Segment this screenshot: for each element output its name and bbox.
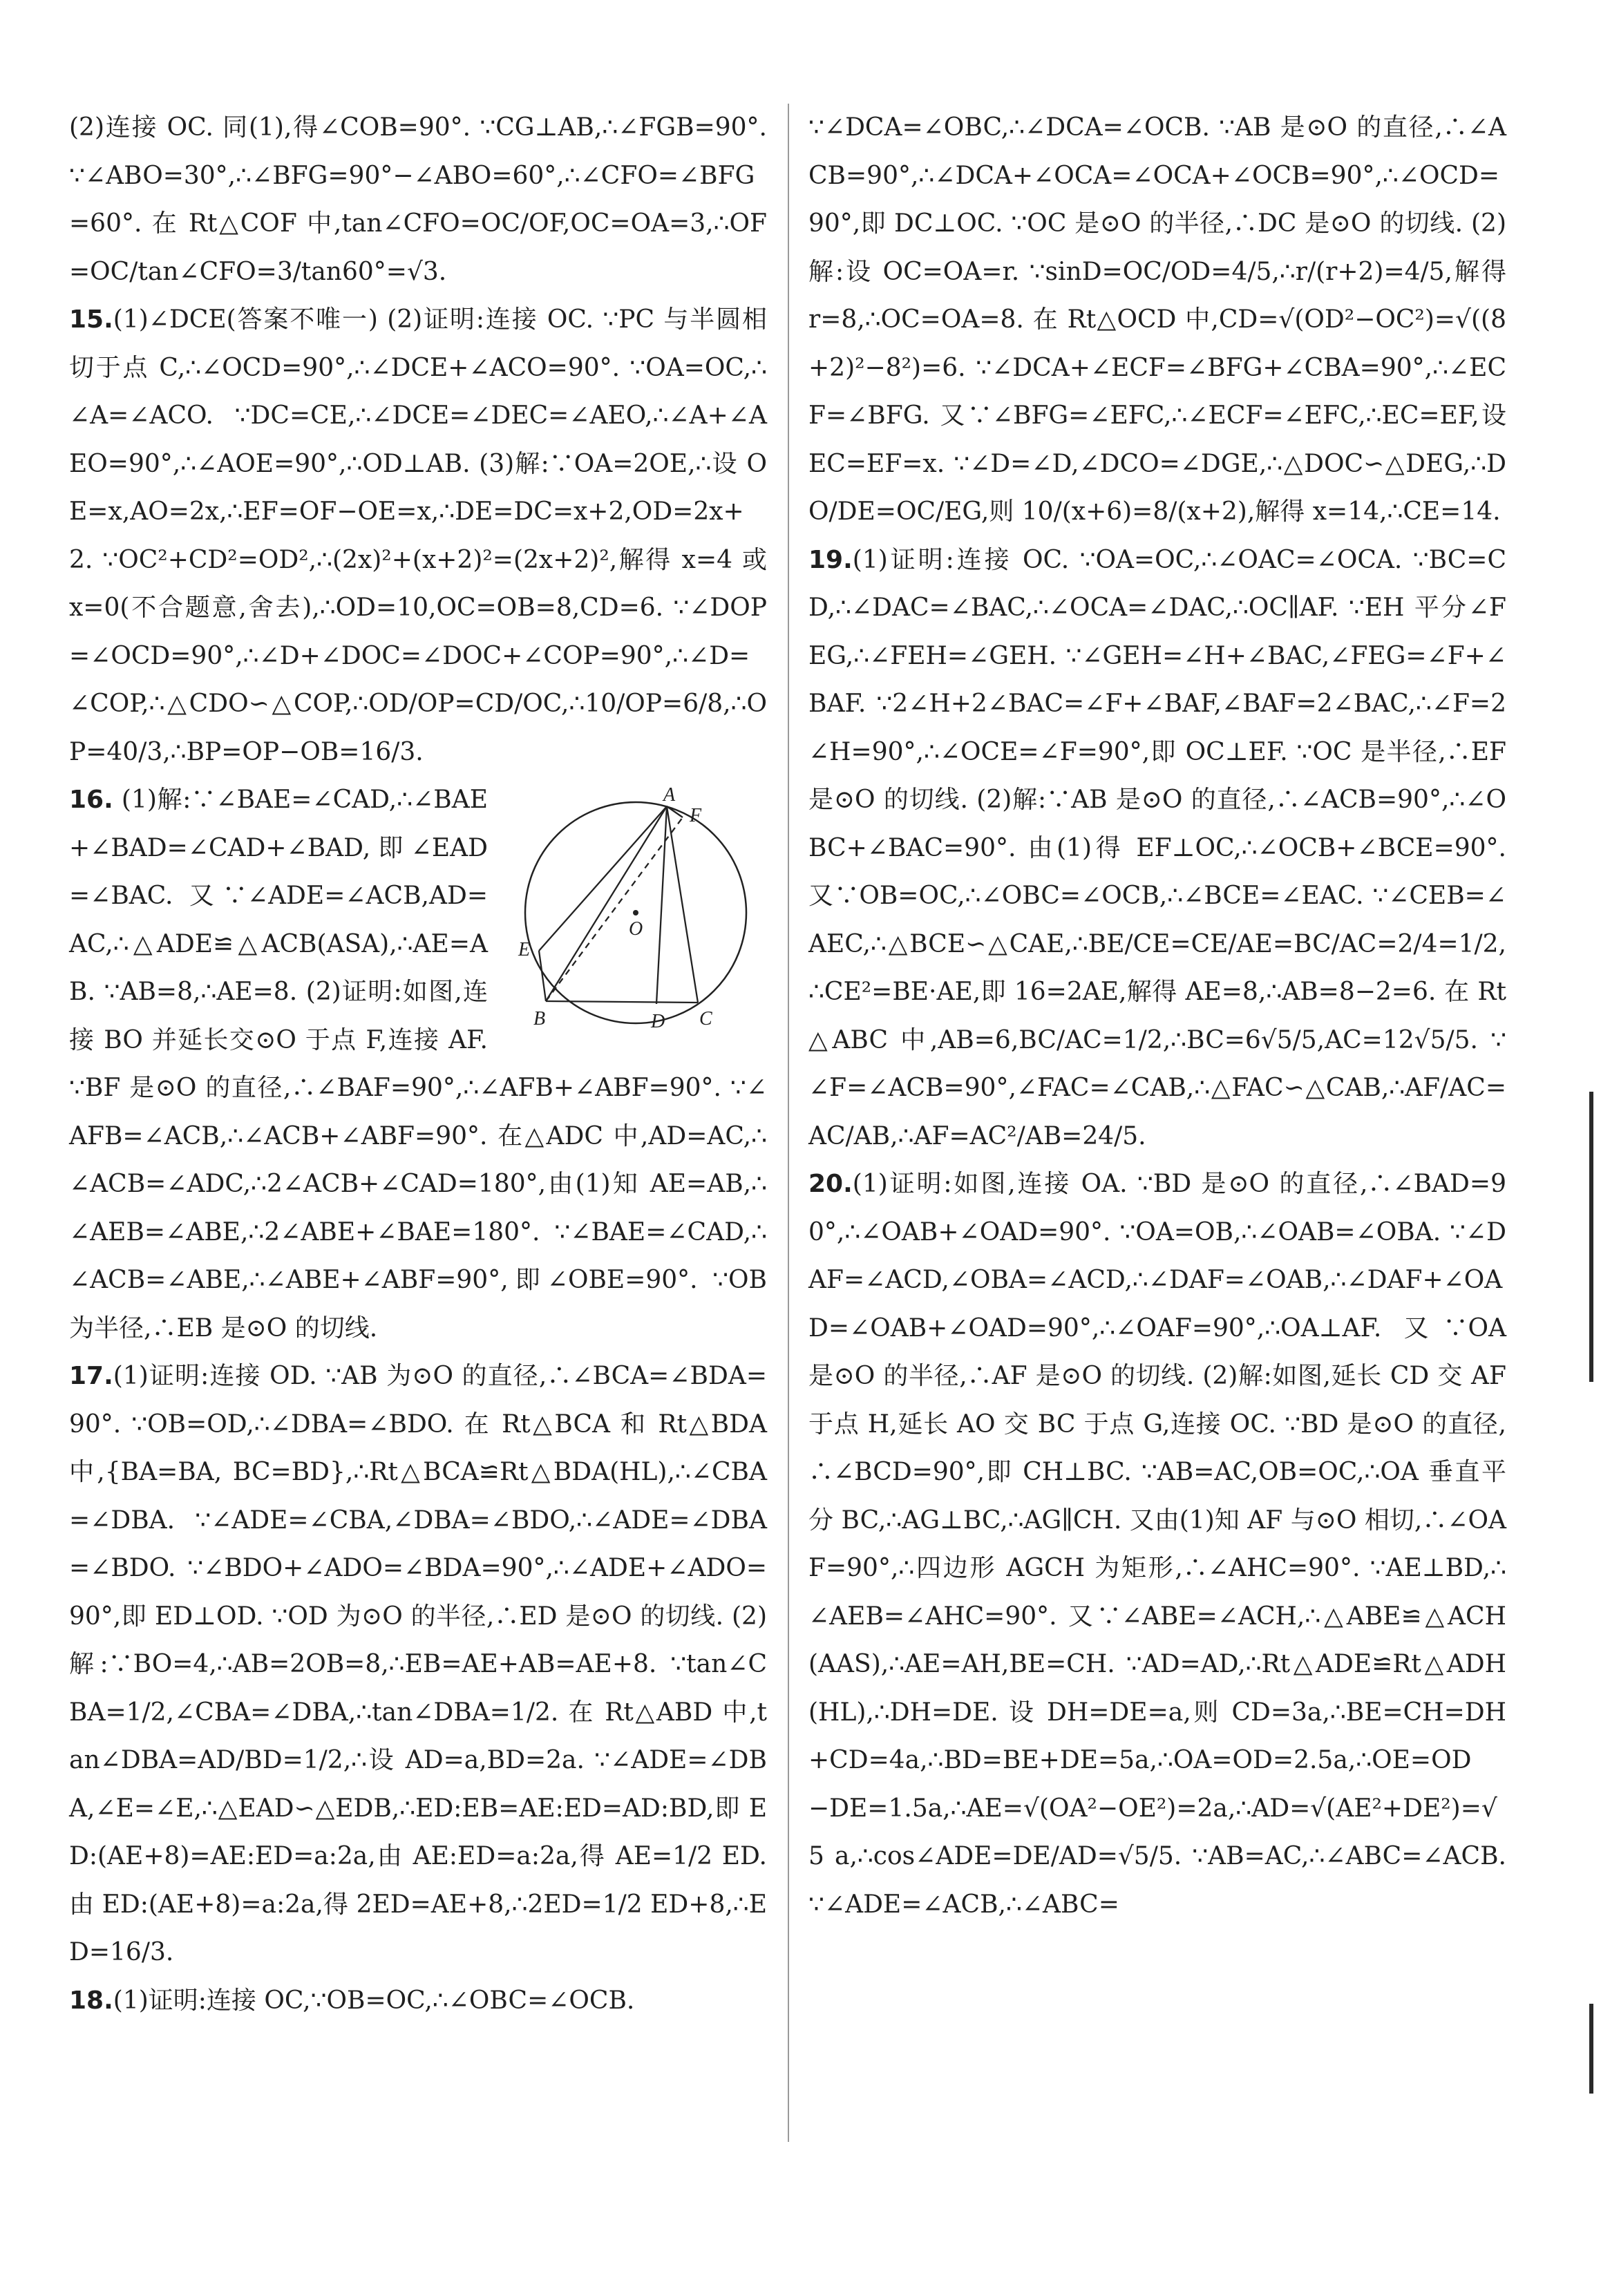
segment-ae <box>539 806 667 951</box>
solution-text: ∵∠DCA=∠OBC,∴∠DCA=∠OCB. ∵AB 是⊙O 的直径,∴∠ACB=90°,∴∠DCA+∠OCA=∠OCA+∠OCB=90°,∴∠OCD=90°,即 DC⊥OC. ∵OC 是⊙O 的半径,∴DC 是⊙O 的切线. (2)解:设 OC=OA=r. ∵sinD=OC/OD=4/5,∴r/(r+2)=4/5,解得 r=8,∴OC=OA=8. 在 Rt△OCD 中,CD=√(OD²−OC²)=√((8+2)²−8²)=6. ∵∠DCA+∠ECF=∠BFG+∠CBA=90°,∴∠ECF=∠BFG. 又∵∠BFG=∠EFC,∴∠ECF=∠EFC,∴EC=EF,设 EC=EF=x. ∵∠D=∠D,∠DCO=∠DGE,∴△DOC∽△DEG,∴DO/DE=OC/EG,则 10/(x+6)=8/(x+2),解得 x=14,∴CE=14. <box>808 113 1506 526</box>
label-b: B <box>533 1008 546 1030</box>
solution-text: (1)证明:连接 OC,∵OB=OC,∴∠OBC=∠OCB. <box>113 1986 635 2015</box>
scan-edge-mark <box>1589 2004 1593 2094</box>
label-a: A <box>663 784 676 806</box>
label-f: F <box>690 805 702 826</box>
problem-number: 15. <box>69 305 113 334</box>
solution-text: (1)解:∵∠BAE=∠CAD,∴∠BAE+∠BAD=∠CAD+∠BAD,即∠EAD=∠BAC. 又∵∠ADE=∠ACB,AD=AC,∴△ADE≌△ACB(ASA),∴AE=AB. ∵AB=8,∴AE=8. (2)证明:如图,连接 BO 并延长交⊙O 于点 F,连接 AF. ∵BF 是⊙O 的直径,∴∠BAF=90°,∴∠AFB+∠ABF=90°. ∵∠AFB=∠ACB,∴∠ACB+∠ABF=90°. 在△ADC 中,AD=AC,∴∠ACB=∠ADC,∴2∠ACB+∠CAD=180°,由(1)知 AE=AB,∴∠AEB=∠ABE,∴2∠ABE+∠BAE=180°. ∵∠BAE=∠CAD,∴∠ACB=∠ABE,∴∠ABE+∠ABF=90°,即∠OBE=90°. ∵OB 为半径,∴EB 是⊙O 的切线. <box>69 786 767 1343</box>
label-d: D <box>651 1011 665 1032</box>
solution-text: (1)证明:如图,连接 OA. ∵BD 是⊙O 的直径,∴∠BAD=90°,∴∠OAB+∠OAD=90°. ∵OA=OB,∴∠OAB=∠OBA. ∵∠DAF=∠ACD,∠OBA=∠ACD,∴∠DAF=∠OAB,∴∠DAF+∠OAD=∠OAB+∠OAD=90°,∴∠OAF=90°,∴OA⊥AF. 又∵OA 是⊙O 的半径,∴AF 是⊙O 的切线. (2)解:如图,延长 CD 交 AF 于点 H,延长 AO 交 BC 于点 G,连接 OC. ∵BD 是⊙O 的直径,∴∠BCD=90°,即 CH⊥BC. ∵AB=AC,OB=OC,∴OA 垂直平分 BC,∴AG⊥BC,∴AG∥CH. 又由(1)知 AF 与⊙O 相切,∴∠OAF=90°,∴四边形 AGCH 为矩形,∴∠AHC=90°. ∵AE⊥BD,∴∠AEB=∠AHC=90°. 又∵∠ABE=∠ACH,∴△ABE≌△ACH(AAS),∴AE=AH,BE=CH. ∵AD=AD,∴Rt△ADE≌Rt△ADH(HL),∴DH=DE. 设 DH=DE=a,则 CD=3a,∴BE=CH=DH+CD=4a,∴BD=BE+DE=5a,∴OA=OD=2.5a,∴OE=OD−DE=1.5a,∴AE=√(OA²−OE²)=2a,∴AD=√(AE²+DE²)=√5 a,∴cos∠ADE=DE/AD=√5/5. ∵AB=AC,∴∠ABC=∠ACB. ∵∠ADE=∠ACB,∴∠ABC= <box>808 1170 1507 1919</box>
label-o: O <box>629 918 643 940</box>
problem-number: 16. <box>69 786 113 814</box>
segment-ac <box>667 806 698 1003</box>
scan-edge-mark <box>1589 1092 1593 1382</box>
problem-number: 19. <box>808 545 853 574</box>
solution-text: (1)证明:连接 OD. ∵AB 为⊙O 的直径,∴∠BCA=∠BDA=90°. ∵OB=OD,∴∠DBA=∠BDO. 在 Rt△BCA 和 Rt△BDA 中,{BA=BA, BC=BD},∴Rt△BCA≌Rt△BDA(HL),∴∠CBA=∠DBA. ∵∠ADE=∠CBA,∠DBA=∠BDO,∴∠ADE=∠DBA=∠BDO. ∵∠BDO+∠ADO=∠BDA=90°,∴∠ADE+∠ADO=90°,即 ED⊥OD. ∵OD 为⊙O 的半径,∴ED 是⊙O 的切线. (2)解:∵BO=4,∴AB=2OB=8,∴EB=AE+AB=AE+8. ∵tan∠CBA=1/2,∠CBA=∠DBA,∴tan∠DBA=1/2. 在 Rt△ABD 中,tan∠DBA=AD/BD=1/2,∴设 AD=a,BD=2a. ∵∠ADE=∠DBA,∠E=∠E,∴△EAD∽△EDB,∴ED:EB=AE:ED=AD:BD,即 ED:(AE+8)=AE:ED=a:2a,由 AE:ED=a:2a,得 AE=1/2 ED. 由 ED:(AE+8)=a:2a,得 2ED=AE+8,∴2ED=1/2 ED+8,∴ED=16/3. <box>69 1362 767 1966</box>
geometry-figure-16 <box>498 781 767 1044</box>
problem-number: 17. <box>69 1362 113 1390</box>
label-c: C <box>699 1008 712 1030</box>
solution-paragraph <box>69 776 767 1352</box>
circle-diagram <box>498 781 767 1044</box>
segment-ad <box>656 806 667 1004</box>
label-e: E <box>518 939 531 960</box>
left-column <box>69 104 767 2024</box>
solution-paragraph <box>69 1352 767 1977</box>
segment-ab <box>546 806 667 1001</box>
solution-paragraph <box>808 536 1506 1161</box>
solution-paragraph <box>69 1977 767 2025</box>
problem-number: 18. <box>69 1986 113 2015</box>
problem-number: 20. <box>808 1170 853 1198</box>
center-point-o <box>633 910 638 915</box>
solution-paragraph <box>808 104 1506 536</box>
solution-paragraph <box>808 1160 1506 1928</box>
solution-text: (1)证明:连接 OC. ∵OA=OC,∴∠OAC=∠OCA. ∵BC=CD,∴∠DAC=∠BAC,∴∠OCA=∠DAC,∴OC∥AF. ∵EH 平分∠FEG,∴∠FEH=∠GEH. ∵∠GEH=∠H+∠BAC,∠FEG=∠F+∠BAF. ∵2∠H+2∠BAC=∠F+∠BAF,∠BAF=2∠BAC,∴∠F=2∠H=90°,∴∠OCE=∠F=90°,即 OC⊥EF. ∵OC 是半径,∴EF 是⊙O 的切线. (2)解:∵AB 是⊙O 的直径,∴∠ACB=90°,∴∠OBC+∠BAC=90°. 由(1)得 EF⊥OC,∴∠OCB+∠BCE=90°. 又∵OB=OC,∴∠OBC=∠OCB,∴∠BCE=∠EAC. ∵∠CEB=∠AEC,∴△BCE∽△CAE,∴BE/CE=CE/AE=BC/AC=2/4=1/2,∴CE²=BE·AE,即 16=2AE,解得 AE=8,∴AB=8−2=6. 在 Rt△ABC 中,AB=6,BC/AC=1/2,∴BC=6√5/5,AC=12√5/5. ∵∠F=∠ACB=90°,∠FAC=∠CAB,∴△FAC∽△CAB,∴AF/AC=AC/AB,∴AF=AC²/AB=24/5. <box>808 545 1506 1150</box>
segment-bc <box>546 1001 698 1003</box>
column-divider <box>788 104 789 2142</box>
solution-paragraph <box>69 296 767 776</box>
solution-text: (1)∠DCE(答案不唯一) (2)证明:连接 OC. ∵PC 与半圆相切于点 C,∴∠OCD=90°,∴∠DCE+∠ACO=90°. ∵OA=OC,∴∠A=∠ACO. ∵DC=CE,∴∠DCE=∠DEC=∠AEO,∴∠A+∠AEO=90°,∴∠AOE=90°,∴OD⊥AB. (3)解:∵OA=2OE,∴设 OE=x,AO=2x,∴EF=OF−OE=x,∴DE=DC=x+2,OD=2x+2. ∵OC²+CD²=OD²,∴(2x)²+(x+2)²=(2x+2)²,解得 x=4 或 x=0(不合题意,舍去),∴OD=10,OC=OB=8,CD=6. ∵∠DOP=∠OCD=90°,∴∠D+∠DOC=∠DOC+∠COP=90°,∴∠D=∠COP,∴△CDO∽△COP,∴OD/OP=CD/OC,∴10/OP=6/8,∴OP=40/3,∴BP=OP−OB=16/3. <box>69 305 767 766</box>
solution-text: (2)连接 OC. 同(1),得∠COB=90°. ∵CG⊥AB,∴∠FGB=90°. ∵∠ABO=30°,∴∠BFG=90°−∠ABO=60°,∴∠CFO=∠BFG=60°. 在 Rt△COF 中,tan∠CFO=OC/OF,OC=OA=3,∴OF=OC/tan∠CFO=3/tan60°=√3. <box>69 113 767 286</box>
solution-paragraph <box>69 104 767 296</box>
right-column <box>808 104 1506 1928</box>
